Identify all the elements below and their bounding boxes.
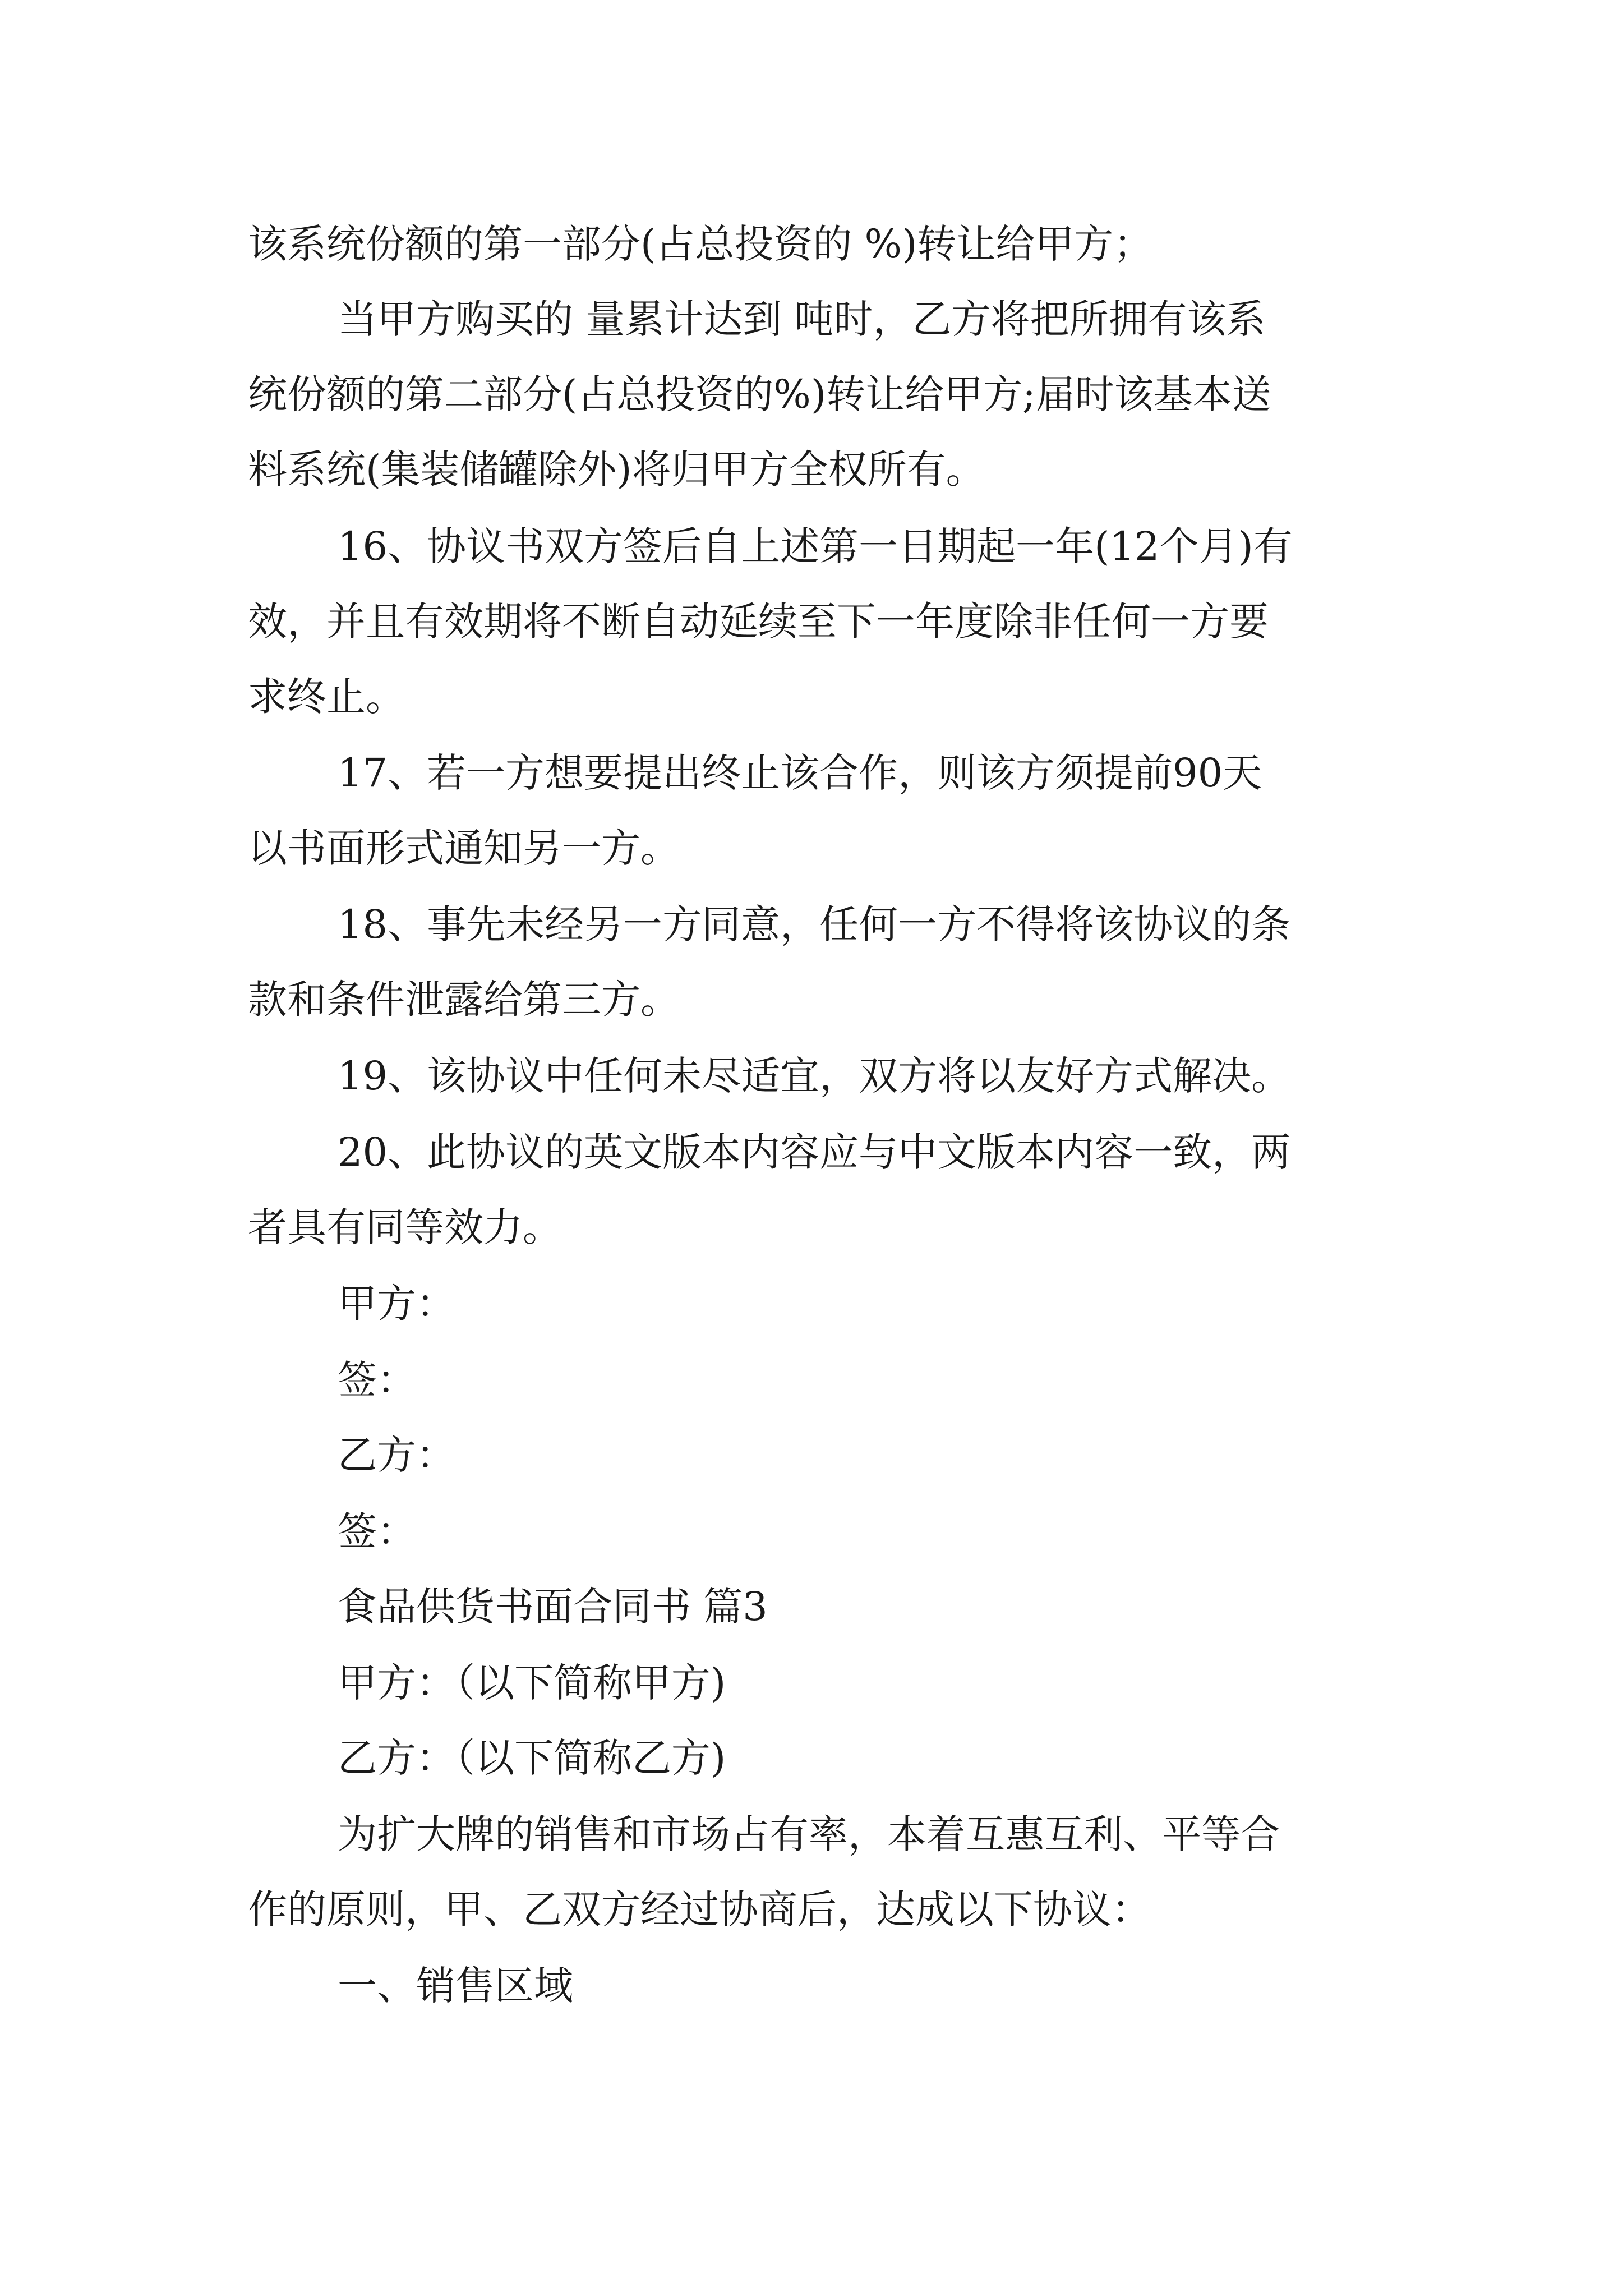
text-line: 料系统(集装储罐除外)将归甲方全权所有。 xyxy=(248,447,985,493)
text-line: 以书面形式通知另一方。 xyxy=(248,825,680,871)
text-line: 19、该协议中任何未尽适宜，双方将以友好方式解决。 xyxy=(338,1053,1291,1099)
text-line: 为扩大牌的销售和市场占有率，本着互惠互利、平等合 xyxy=(338,1811,1280,1857)
party-b-line: 乙方：（以下简称乙方) xyxy=(338,1735,726,1781)
text-line: 16、协议书双方签后自上述第一日期起一年(12个月)有 xyxy=(338,523,1293,569)
signature-label: 签： xyxy=(338,1357,416,1403)
subsection-heading: 一、销售区域 xyxy=(338,1963,573,2009)
party-a-label: 甲方： xyxy=(338,1281,455,1327)
party-b-label: 乙方： xyxy=(338,1432,455,1478)
section-title: 食品供货书面合同书 篇3 xyxy=(338,1584,768,1630)
party-a-line: 甲方：（以下简称甲方) xyxy=(338,1660,726,1706)
text-line: 者具有同等效力。 xyxy=(248,1204,562,1250)
text-line: 作的原则，甲、乙双方经过协商后，达成以下协议： xyxy=(248,1887,1151,1932)
text-line: 款和条件泄露给第三方。 xyxy=(248,977,680,1023)
text-line: 统份额的第二部分(占总投资的%)转让给甲方;届时该基本送 xyxy=(248,371,1271,417)
text-line: 20、此协议的英文版本内容应与中文版本内容一致，两 xyxy=(338,1129,1291,1175)
signature-label: 签： xyxy=(338,1508,416,1554)
text-line: 当甲方购买的 量累计达到 吨时，乙方将把所拥有该系 xyxy=(338,296,1266,342)
text-line: 18、事先未经另一方同意，任何一方不得将该协议的条 xyxy=(338,901,1291,947)
text-line: 效，并且有效期将不断自动延续至下一年度除非任何一方要 xyxy=(248,599,1269,645)
text-line: 求终止。 xyxy=(248,674,405,720)
text-line: 该系统份额的第一部分(占总投资的 %)转让给甲方； xyxy=(248,221,1153,267)
text-line: 17、若一方想要提出终止该合作，则该方须提前90天 xyxy=(338,750,1262,796)
